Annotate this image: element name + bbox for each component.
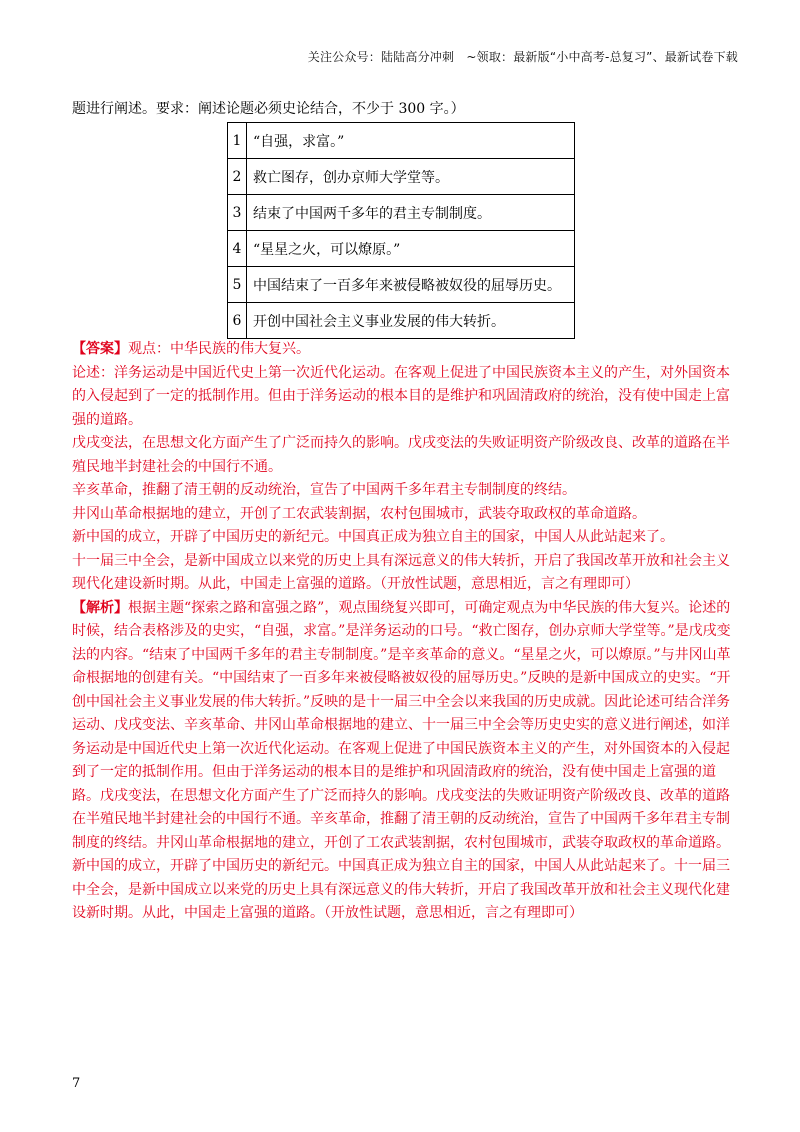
table-row (228, 303, 575, 339)
row-number: 6 (228, 303, 247, 339)
table-row (228, 123, 575, 159)
analysis-tag: 【解析】 (72, 599, 128, 616)
page-number: 7 (72, 1076, 81, 1091)
answer-paragraph: 井冈山革命根据地的建立，开创了工农武装割据，农村包围城市，武装夺取政权的革命道路。 (72, 505, 646, 522)
row-text: “星星之火，可以燎原。” (247, 231, 575, 267)
row-text: “自强，求富。” (247, 123, 575, 159)
row-text: 救亡图存，创办京师大学堂等。 (247, 159, 575, 195)
answer-tag: 【答案】 (72, 341, 128, 357)
question-intro: 题进行阐述。要求：阐述论题必须史论结合，不少于 300 字。） (72, 101, 465, 117)
answer-section (72, 338, 732, 926)
answer-paragraph: 十一届三中全会，是新中国成立以来党的历史上具有深远意义的伟大转折，开启了我国改革开放和社会主义现代化建设新时期。从此，中国走上富强的道路。（开放性试题，意思相近，言之有理即可） (72, 552, 730, 592)
answer-paragraph: 戊戌变法，在思想文化方面产生了广泛而持久的影响。戊戌变法的失败证明资产阶级改良、改革的道路在半殖民地半封建社会的中国行不通。 (72, 435, 730, 475)
answer-viewpoint (72, 338, 732, 362)
row-number: 3 (228, 195, 247, 231)
answer-paragraph: 辛亥革命，推翻了清王朝的反动统治，宣告了中国两千多年君主专制制度的终结。 (72, 482, 576, 498)
viewpoint-text: 观点：中华民族的伟大复兴。 (128, 341, 310, 357)
row-number: 5 (228, 267, 247, 303)
row-text: 开创中国社会主义事业发展的伟大转折。 (247, 303, 575, 339)
events-table (227, 122, 575, 339)
row-number: 1 (228, 123, 247, 159)
row-text: 结束了中国两千多年的君主专制制度。 (247, 195, 575, 231)
table-row (228, 159, 575, 195)
row-text: 中国结束了一百多年来被侵略被奴役的屈辱历史。 (247, 267, 575, 303)
analysis-text: 根据主题“探索之路和富强之路”，观点围绕复兴即可，可确定观点为中华民族的伟大复兴。论述的时候，结合表格涉及的史实，“自强，求富。”是洋务运动的口号。“救亡图存，创办京师大学堂等。”是戊戌变法的内容。“结束了中国两千多年的君主专制制度。”是辛亥革命的意义。“星星之火，可以燎原。”与井冈山革命根据地的创建有关。“中国结束了一百多年来被侵略被奴役的屈辱历史。”反映的是新中国成立的史实。“开创中国社会主义事业发展的伟大转折。”反映的是十一届三中全会以来我国的历史成就。因此论述可结合洋务运动、戊戌变法、辛亥革命、井冈山革命根据地的建立、十一届三中全会等历史史实的意义进行阐述，如洋务运动是中国近代史上第一次近代化运动。在客观上促进了中国民族资本主义的产生，对外国资本的入侵起到了一定的抵制作用。但由于洋务运动的根本目的是维护和巩固清政府的统治，没有使中国走上富强的道路。戊戌变法，在思想文化方面产生了广泛而持久的影响。戊戌变法的失败证明资产阶级改良、改革的道路在半殖民地半封建社会的中国行不通。辛亥革命，推翻了清王朝的反动统治，宣告了中国两千多年君主专制制度的终结。井冈山革命根据地的建立，开创了工农武装割据，农村包围城市，武装夺取政权的革命道路。新中国的成立，开辟了中国历史的新纪元。中国真正成为独立自主的国家，中国人从此站起来了。十一届三中全会，是新中国成立以来党的历史上具有深远意义的伟大转折，开启了我国改革开放和社会主义现代化建设新时期。从此，中国走上富强的道路。（开放性试题，意思相近，言之有理即可） (72, 599, 731, 921)
table-row (228, 231, 575, 267)
table-row (228, 195, 575, 231)
page-header: 关注公众号：陆陆高分冲刺 ~领取：最新版“小中高考-总复习”、最新试卷下载 (307, 50, 738, 64)
row-number: 4 (228, 231, 247, 267)
analysis-paragraph (72, 597, 732, 926)
answer-paragraph: 新中国的成立，开辟了中国历史的新纪元。中国真正成为独立自主的国家，中国人从此站起来了。 (72, 529, 674, 545)
table-row (228, 267, 575, 303)
answer-paragraph: 论述：洋务运动是中国近代史上第一次近代化运动。在客观上促进了中国民族资本主义的产生，对外国资本的入侵起到了一定的抵制作用。但由于洋务运动的根本目的是维护和巩固清政府的统治，没有使中国走上富强的道路。 (72, 364, 730, 428)
row-number: 2 (228, 159, 247, 195)
